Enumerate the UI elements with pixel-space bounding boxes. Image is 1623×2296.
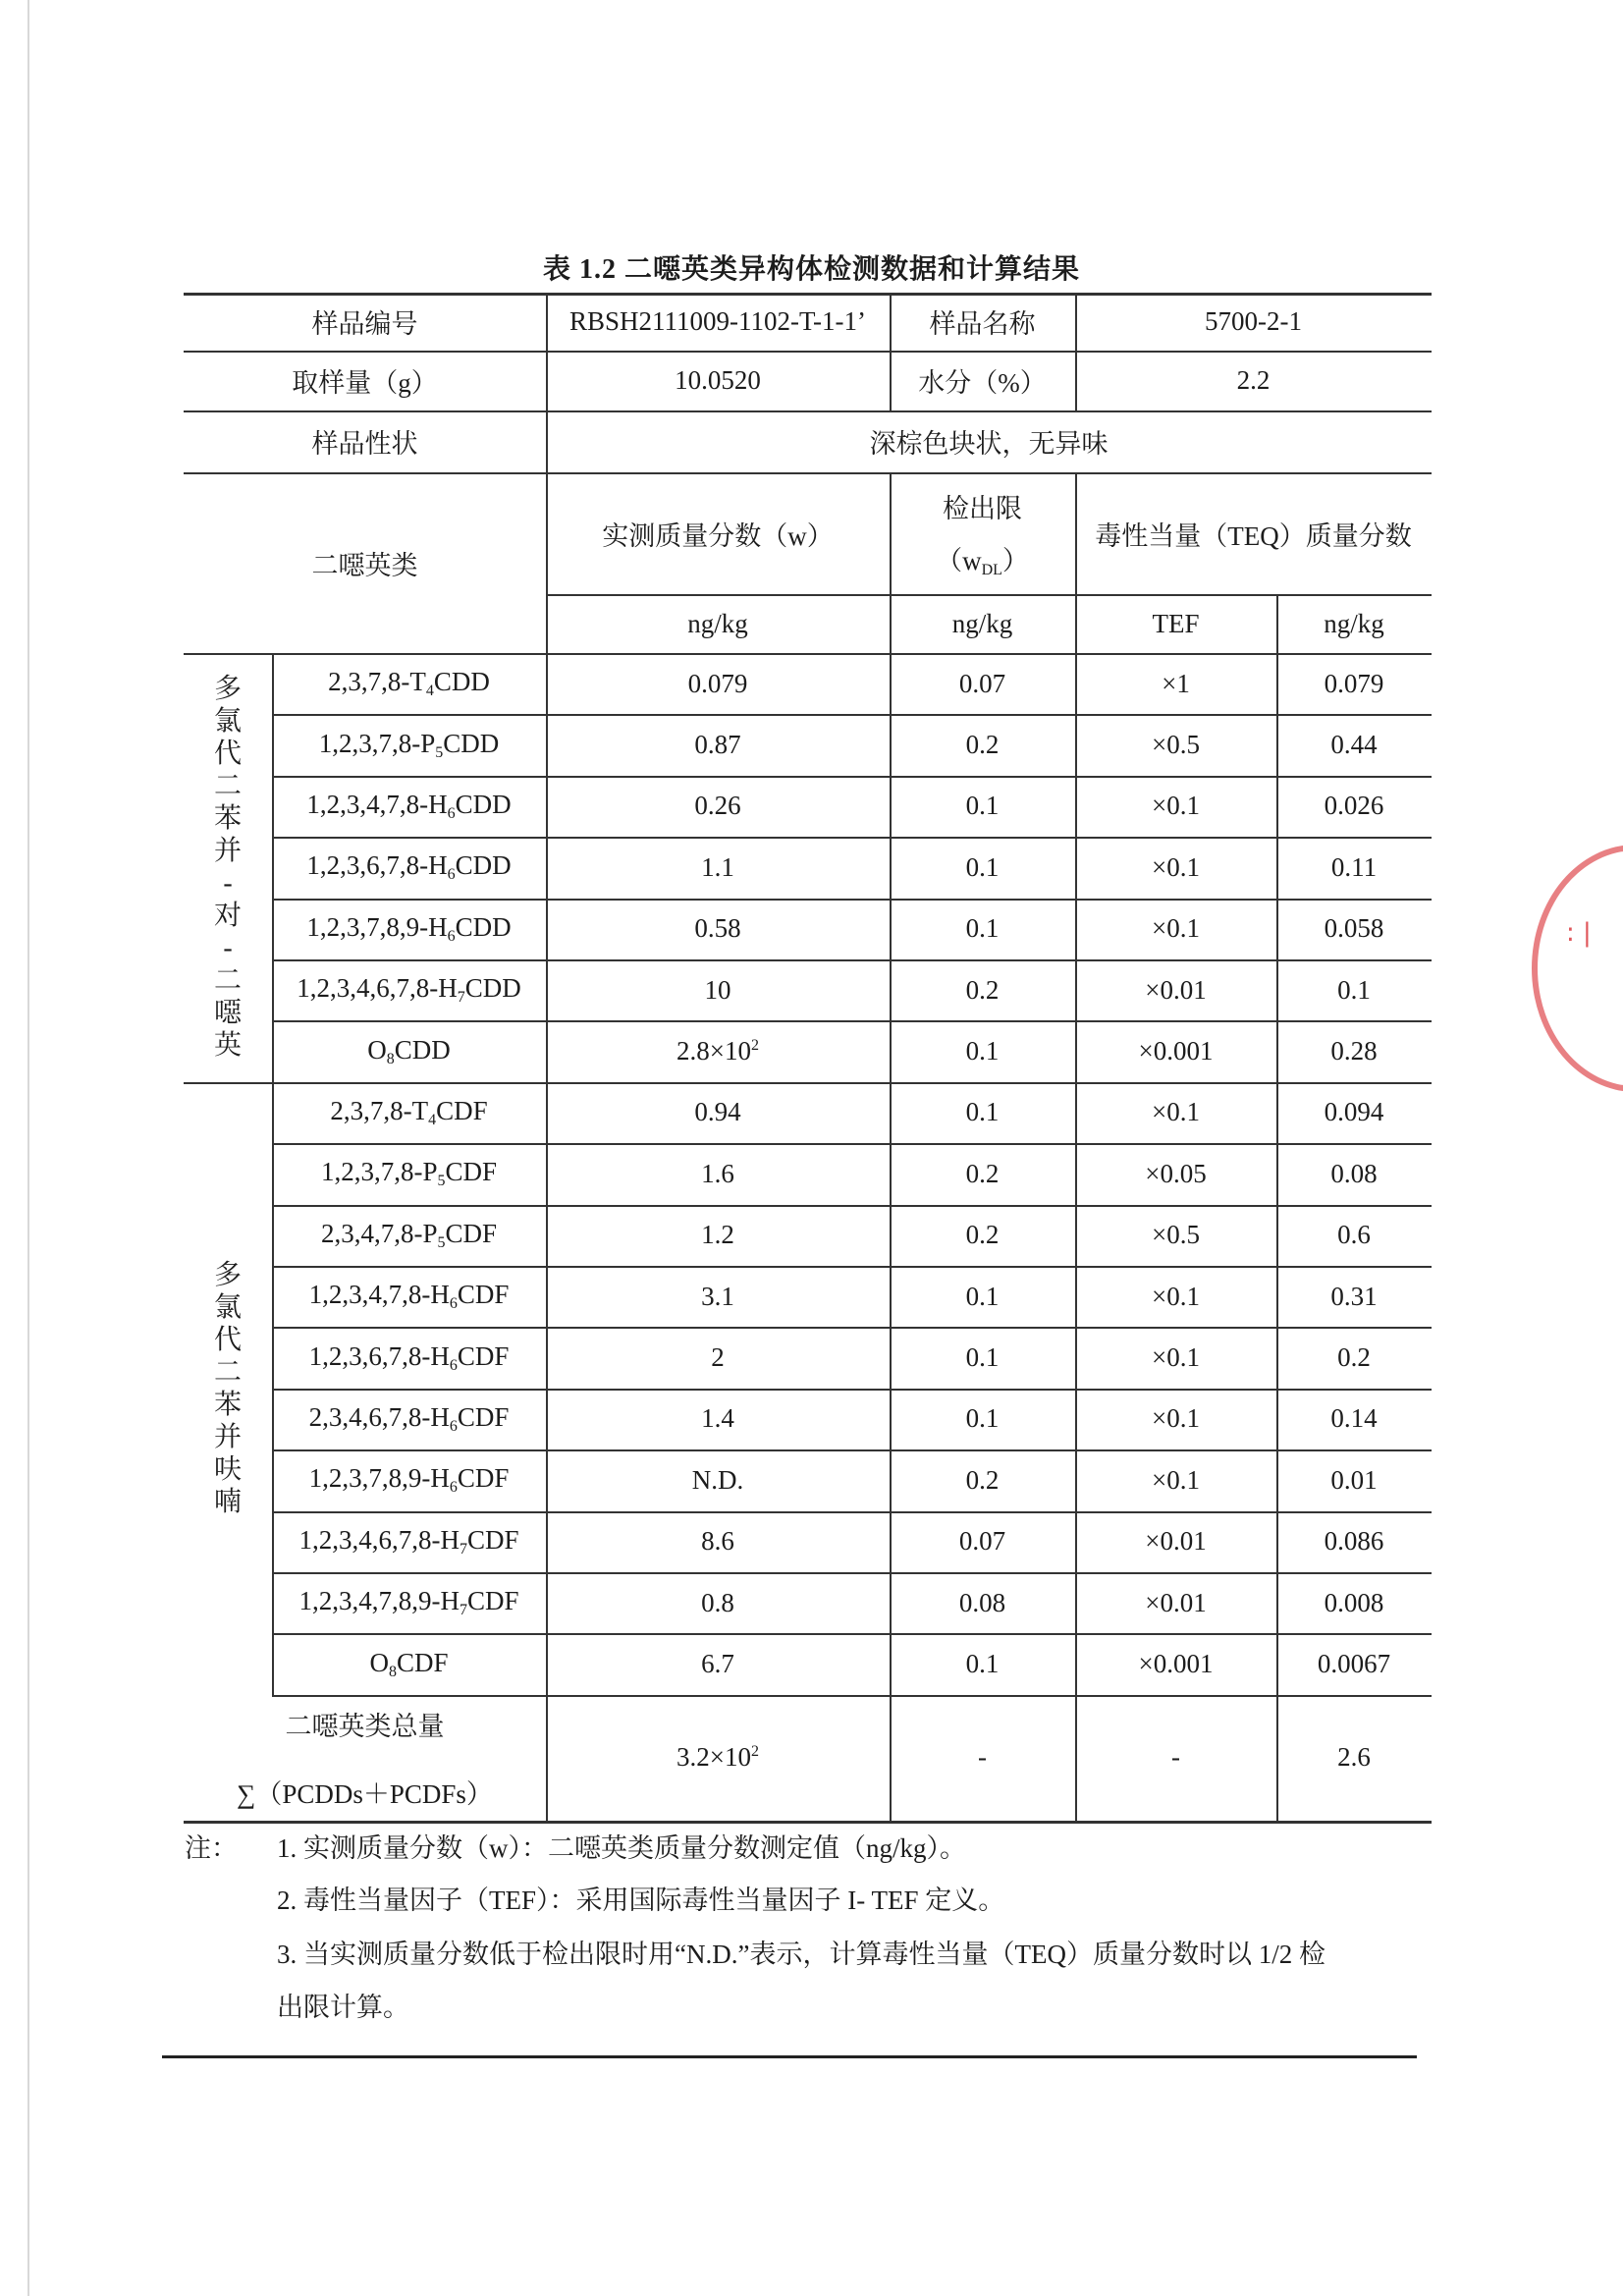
compound-prefix: 1,2,3,7,8,9-H [308,1463,450,1494]
pcdd-congener-name [272,899,546,959]
compound-prefix: O [369,1647,389,1677]
compound-name [306,790,511,823]
total-exponent: 2 [750,1743,759,1761]
pcdd-congener-name [272,959,546,1020]
compound-suffix: CDD [455,789,512,819]
measured-value: 10 [704,974,731,1005]
measured-exponent: 2 [750,1037,759,1055]
tef-value: ×0.01 [1145,1526,1207,1557]
teq-value: 0.08 [1330,1158,1378,1188]
detection-limit-value: 0.2 [965,1158,1000,1188]
detection-limit-value: 0.1 [965,1281,1000,1311]
pcdf-congener-name [272,1266,546,1327]
measured-value: 0.8 [701,1587,734,1617]
compound-suffix: CDF [445,1157,498,1187]
compound-prefix: O [367,1034,387,1065]
compound-suffix: CDF [457,1280,510,1310]
compound-name [321,1219,497,1252]
detection-limit-value: 0.2 [965,1464,1000,1495]
col-rule [890,472,892,1821]
compound-suffix: CDD [443,728,500,758]
compound-suffix: CDD [455,850,512,881]
pcdd-congener-name [272,1020,546,1081]
sample-id-label: 样品编号 [311,309,418,339]
pcdd-congener-name [272,776,546,837]
notes-label: 注： [185,1833,238,1863]
compound-prefix: 1,2,3,7,8-P [318,728,436,758]
compound-prefix: 1,2,3,7,8-P [320,1157,438,1187]
tef-unit: TEF [1152,608,1200,638]
table-bottom-rule [184,1821,1432,1824]
tef-value: ×0.1 [1152,791,1200,821]
detection-limit-value: 0.07 [958,668,1006,698]
measured-value: 1.6 [701,1158,734,1188]
seal-mark: : | [1566,918,1592,948]
compound-suffix: CDD [433,667,490,697]
bottom-rule [162,2055,1417,2058]
pcdd-congener-name [272,714,546,775]
compound-suffix: CDF [436,1095,488,1125]
tef-value: ×0.5 [1152,1220,1200,1250]
dl-close: ） [1001,546,1029,575]
compound-suffix: CDD [455,911,512,942]
total-tef-value: - [1171,1742,1180,1773]
moisture-value: 2.2 [1236,365,1271,395]
compound-name [309,1463,510,1497]
appearance-label: 样品性状 [311,429,418,459]
detection-limit-value: 0.1 [965,1342,1000,1373]
tef-value: ×0.1 [1152,851,1200,882]
total-measured-value [546,1695,890,1821]
measured-value: 0.58 [694,913,741,944]
pcdf-group-label: 多 氯 代 二 苯 并 呋 喃 [213,1259,242,1517]
compound-prefix: 1,2,3,4,7,8-H [306,789,448,819]
teq-value: 0.1 [1337,974,1371,1005]
pcdd-group-label: 多 氯 代 二 苯 并 - 对 - 二 噁 英 [213,674,242,1062]
total-label-line1: 二噁英类总量 [285,1711,445,1741]
teq-value: 0.28 [1330,1036,1378,1066]
total-label-line2: ∑（PCDDs＋PCDFs） [237,1778,493,1809]
appearance-value: 深棕色块状，无异味 [869,429,1109,459]
measured-value: 0.26 [694,791,741,821]
teq-value: 0.2 [1337,1342,1371,1373]
page-margin-line [27,0,29,2296]
compound-name [330,1096,487,1129]
compound-prefix: 2,3,7,8-T [330,1095,429,1125]
moisture-label: 水分（%） [918,368,1047,398]
compound-name [369,1648,448,1681]
teq-value: 0.0067 [1317,1649,1391,1679]
pcdf-congener-name [272,1449,546,1510]
col-rule [890,293,892,410]
teq-value: 0.01 [1330,1464,1378,1495]
note-1: 1. 实测质量分数（w）：二噁英类质量分数测定值（ng/kg）。 [277,1833,966,1863]
pcdf-congener-name [272,1205,546,1266]
detection-limit-value: 0.2 [965,1220,1000,1250]
teq-column-header: 毒性当量（TEQ）质量分数 [1095,520,1412,551]
compound-prefix: 2,3,4,6,7,8-H [308,1401,450,1432]
teq-value: 0.026 [1324,791,1384,821]
group-col-rule [272,653,274,1695]
compound-subscript: 8 [386,1050,395,1067]
pcdf-congener-name [272,1572,546,1633]
pcdf-congener-name [272,1143,546,1204]
compound-prefix: 1,2,3,4,6,7,8-H [298,1524,460,1555]
compound-prefix: 1,2,3,6,7,8-H [306,850,448,881]
tef-value: ×0.1 [1152,1403,1200,1434]
teq-value: 0.058 [1324,913,1384,944]
tef-value: ×0.001 [1138,1036,1214,1066]
compound-prefix: 1,2,3,7,8,9-H [306,911,448,942]
measured-value: 6.7 [701,1649,734,1679]
sample-name-label: 样品名称 [929,309,1036,339]
measured-scientific [676,1036,759,1066]
compound-subscript: 7 [459,1602,467,1619]
pcdf-congener-name [272,1511,546,1572]
detection-limit-value: 0.1 [965,1403,1000,1434]
compound-suffix: CDF [457,1401,510,1432]
teq-value: 0.094 [1324,1097,1384,1127]
compound-prefix: 1,2,3,4,7,8,9-H [298,1586,460,1616]
detection-limit-value: 0.1 [965,1097,1000,1127]
total-mantissa: 3.2×10 [676,1742,751,1773]
compound-subscript: 6 [449,1417,458,1435]
compound-suffix: CDD [394,1034,451,1065]
note-3: 3. 当实测质量分数低于检出限时用“N.D.”表示，计算毒性当量（TEQ）质量分数时以 1/2 检 [277,1940,1325,1969]
compound-subscript: 6 [447,927,456,945]
compound-subscript: 6 [449,1295,458,1313]
dl-symbol: （w [936,546,982,575]
measured-value: 1.2 [701,1220,734,1250]
dl-subscript: DL [981,562,1002,578]
tef-value: ×1 [1162,668,1190,698]
compound-subscript: 7 [457,989,465,1007]
pcdf-congener-name [272,1633,546,1694]
compound-name [319,729,500,762]
compound-suffix: CDF [396,1647,449,1677]
tef-value: ×0.05 [1145,1158,1207,1188]
teq-value: 0.079 [1324,668,1384,698]
measured-value: 0.079 [687,668,748,698]
tef-value: ×0.1 [1152,1097,1200,1127]
note-3-continued: 出限计算。 [277,1993,409,2022]
compound-subscript: 8 [388,1663,397,1680]
compound-suffix: CDD [464,973,521,1004]
red-seal-stamp [1532,845,1623,1092]
compound-prefix: 1,2,3,4,7,8-H [308,1280,450,1310]
tef-value: ×0.1 [1152,1464,1200,1495]
tef-value: ×0.001 [1138,1649,1214,1679]
teq-unit: ng/kg [1324,608,1384,638]
compound-subscript: 6 [447,804,456,822]
dl-header-line1: 检出限 [942,494,1022,523]
measured-value: 2 [711,1342,725,1373]
tef-value: ×0.1 [1152,1281,1200,1311]
compound-subscript: 4 [425,683,434,700]
total-teq-value: 2.6 [1337,1742,1371,1773]
dl-header-line2 [936,539,1029,579]
measured-mantissa: 2.8×10 [676,1036,751,1066]
teq-value: 0.11 [1330,851,1378,882]
total-dl-value: - [978,1742,987,1773]
sample-id-value: RBSH2111009-1102-T-1-1’ [569,306,866,336]
teq-value: 0.008 [1324,1587,1384,1617]
compound-prefix: 2,3,4,7,8-P [320,1218,438,1248]
measured-value [546,1020,890,1081]
teq-value: 0.086 [1324,1526,1384,1557]
detection-limit-value: 0.1 [965,791,1000,821]
compound-name [367,1035,451,1068]
compound-subscript: 6 [449,1356,458,1374]
detection-limit-column-header [890,472,1075,594]
compound-name [298,1586,518,1619]
measured-value: 8.6 [701,1526,734,1557]
teq-value: 0.31 [1330,1281,1378,1311]
compound-suffix: CDF [466,1586,519,1616]
sample-name-value: 5700-2-1 [1205,306,1302,336]
detection-limit-value: 0.1 [965,1649,1000,1679]
compound-suffix: CDF [466,1524,519,1555]
detection-limit-value: 0.1 [965,913,1000,944]
measured-value: N.D. [691,1464,744,1495]
total-label [184,1695,546,1821]
compound-subscript: 6 [447,866,456,884]
pcdf-congener-name [272,1327,546,1388]
compound-name [306,850,511,884]
compound-name [321,1157,497,1190]
col-rule [1075,472,1077,1821]
tef-value: ×0.1 [1152,1342,1200,1373]
compound-prefix: 2,3,7,8-T [328,667,426,697]
tef-value: ×0.5 [1152,730,1200,760]
compound-subscript: 5 [437,1233,446,1251]
dioxin-column-header: 二噁英类 [311,550,418,580]
compound-name [328,667,490,700]
compound-suffix: CDF [445,1218,498,1248]
compound-name [297,973,521,1007]
tef-value: ×0.1 [1152,913,1200,944]
detection-limit-value: 0.1 [965,851,1000,882]
measured-value: 3.1 [701,1281,734,1311]
pcdd-congener-name [272,837,546,898]
sample-amount-value: 10.0520 [675,365,761,395]
compound-name [306,912,511,946]
compound-name [298,1525,518,1558]
compound-subscript: 6 [449,1479,458,1497]
compound-subscript: 7 [459,1540,467,1558]
detection-limit-value: 0.07 [958,1526,1006,1557]
measured-unit: ng/kg [687,608,748,638]
note-2: 2. 毒性当量因子（TEF）：采用国际毒性当量因子 I- TEF 定义。 [277,1886,1005,1915]
total-measured-scientific [676,1742,759,1773]
tef-value: ×0.01 [1145,974,1207,1005]
measured-value: 1.4 [701,1403,734,1434]
measured-value: 0.94 [694,1097,741,1127]
tef-value: ×0.01 [1145,1587,1207,1617]
compound-suffix: CDF [457,1463,510,1494]
compound-subscript: 4 [428,1111,437,1128]
dl-unit: ng/kg [951,608,1013,638]
detection-limit-value: 0.1 [965,1036,1000,1066]
teq-value: 0.6 [1337,1220,1371,1250]
measured-value: 0.87 [694,730,741,760]
detection-limit-value: 0.2 [965,974,1000,1005]
teq-value: 0.14 [1330,1403,1378,1434]
teq-value: 0.44 [1330,730,1378,760]
pcdf-congener-name [272,1389,546,1449]
compound-name [309,1402,510,1436]
detection-limit-value: 0.08 [958,1587,1006,1617]
col-rule [1276,594,1278,1821]
pcdf-congener-name [272,1082,546,1143]
compound-prefix: 1,2,3,4,6,7,8-H [297,973,458,1004]
compound-prefix: 1,2,3,6,7,8-H [308,1340,450,1371]
table-title: 表 1.2 二噁英类异构体检测数据和计算结果 [542,254,1080,285]
compound-subscript: 5 [435,743,444,761]
measured-value: 1.1 [701,851,734,882]
compound-name [309,1280,510,1313]
detection-limit-value: 0.2 [965,730,1000,760]
col-rule [1075,293,1077,410]
compound-suffix: CDF [457,1340,510,1371]
sample-amount-label: 取样量（g） [292,368,438,398]
pcdd-congener-name [272,653,546,714]
compound-name [309,1341,510,1375]
col-rule [546,293,548,1821]
measured-column-header: 实测质量分数（w） [602,520,834,551]
compound-subscript: 5 [437,1173,446,1190]
